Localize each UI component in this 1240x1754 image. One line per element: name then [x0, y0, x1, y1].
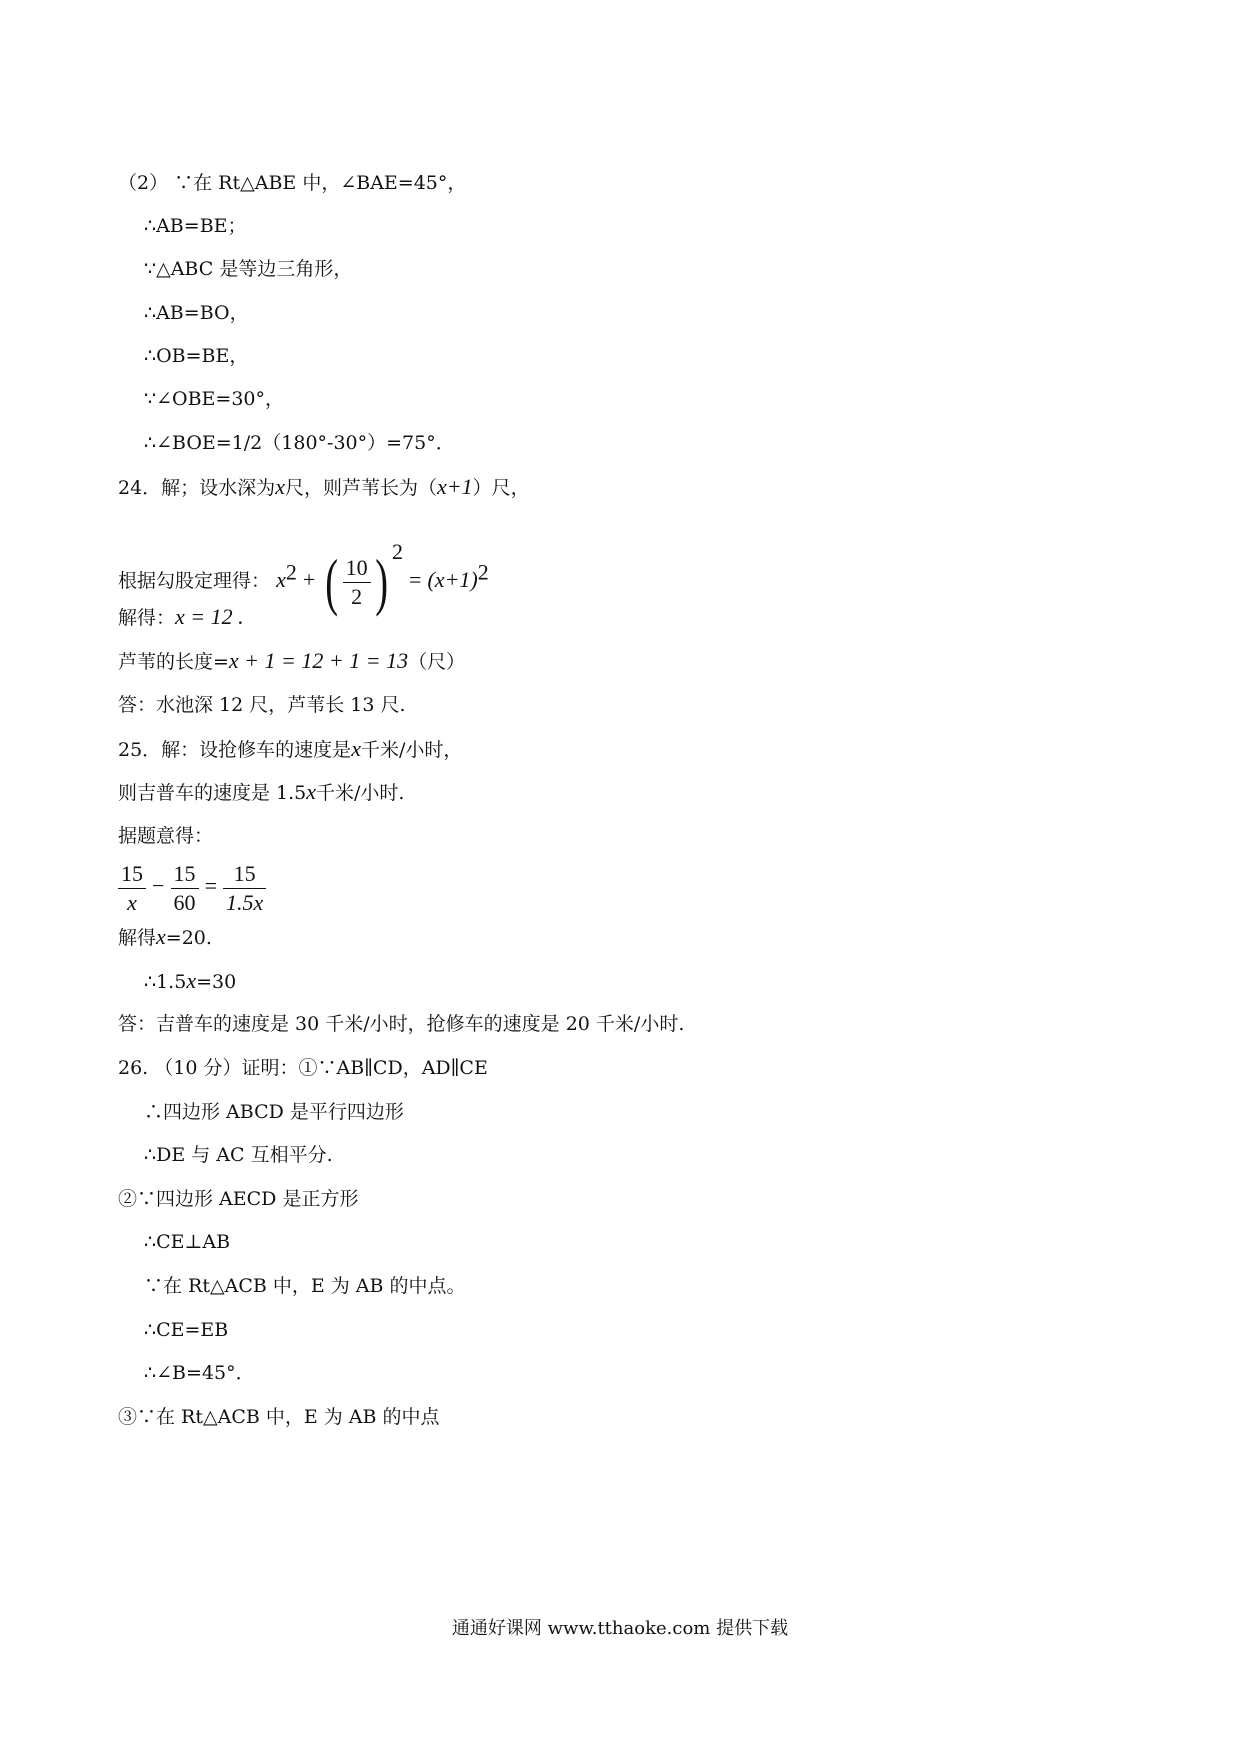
q26-perpendicular: ∴CE⊥AB — [144, 1231, 231, 1253]
q25-setup: 25．解：设抢修车的速度是x千米/小时， — [118, 736, 463, 761]
q24-answer: 答：水池深 12 尺，芦苇长 13 尺. — [118, 694, 406, 716]
q25-jeep-value: ∴1.5x=30 — [144, 968, 237, 993]
q26-midpoint: ∵在 Rt△ACB 中，E 为 AB 的中点。 — [144, 1275, 466, 1297]
line-equilateral: ∵△ABC 是等边三角形， — [144, 258, 353, 280]
q25-equation: $\frac{15}{x}$ − $\frac{15}{60}$ = $\frac{15}{1.5x}$ — [118, 856, 266, 917]
q26-bisect: ∴DE 与 AC 互相平分. — [144, 1144, 333, 1166]
q26-square: ②∵四边形 AECD 是正方形 — [118, 1188, 359, 1210]
line-angle-boe: ∴∠BOE=1/2（180°-30°）=75°． — [144, 432, 455, 454]
fraction-15-x: $\frac{15}{x}$ — [118, 860, 146, 917]
q25-jeep-speed: 则吉普车的速度是 1.5x千米/小时. — [118, 779, 405, 804]
q26-angle-b: ∴∠B=45°． — [144, 1362, 255, 1384]
q26-ce-eb: ∴CE=EB — [144, 1319, 229, 1341]
q25-eq-label: 据题意得： — [118, 825, 214, 847]
page-footer: 通通好课网 www.tthaoke.com 提供下载 — [451, 1618, 789, 1639]
fraction-15-1-5x: $\frac{15}{1.5x}$ — [223, 860, 266, 917]
q25-solution: 解得x=20. — [118, 924, 212, 949]
q25-answer: 答：吉普车的速度是 30 千米/小时，抢修车的速度是 20 千米/小时. — [118, 1013, 685, 1035]
line-2-given: （2） ∵在 Rt△ABE 中，∠BAE=45°， — [118, 172, 467, 194]
q24-solution: 解得：x = 12 . — [118, 604, 244, 629]
q26-part3: ③∵在 Rt△ACB 中，E 为 AB 的中点 — [118, 1406, 440, 1428]
q26-parallelogram: ∴四边形 ABCD 是平行四边形 — [144, 1101, 404, 1123]
q24-length: 芦苇的长度=x + 1 = 12 + 1 = 13（尺） — [118, 648, 466, 673]
line-ab-be: ∴AB=BE； — [144, 215, 247, 237]
line-ab-bo: ∴AB=BO， — [144, 302, 249, 324]
fraction-10-2: $\frac{10}{2}$ — [343, 554, 371, 611]
q24-pythagoras: 根据勾股定理得： $x^2$ + ( $\frac{10}{2}$ ) $^2 = (x+1)^2$ — [118, 539, 489, 617]
line-angle-obe: ∵∠OBE=30°， — [144, 388, 285, 410]
q26-header: 26. （10 分）证明：①∵AB∥CD，AD∥CE — [118, 1057, 488, 1079]
line-ob-be: ∴OB=BE， — [144, 345, 249, 367]
q24-setup: 24．解；设水深为x尺，则芦苇长为（x+1）尺， — [118, 474, 530, 499]
fraction-15-60: $\frac{15}{60}$ — [171, 860, 199, 917]
